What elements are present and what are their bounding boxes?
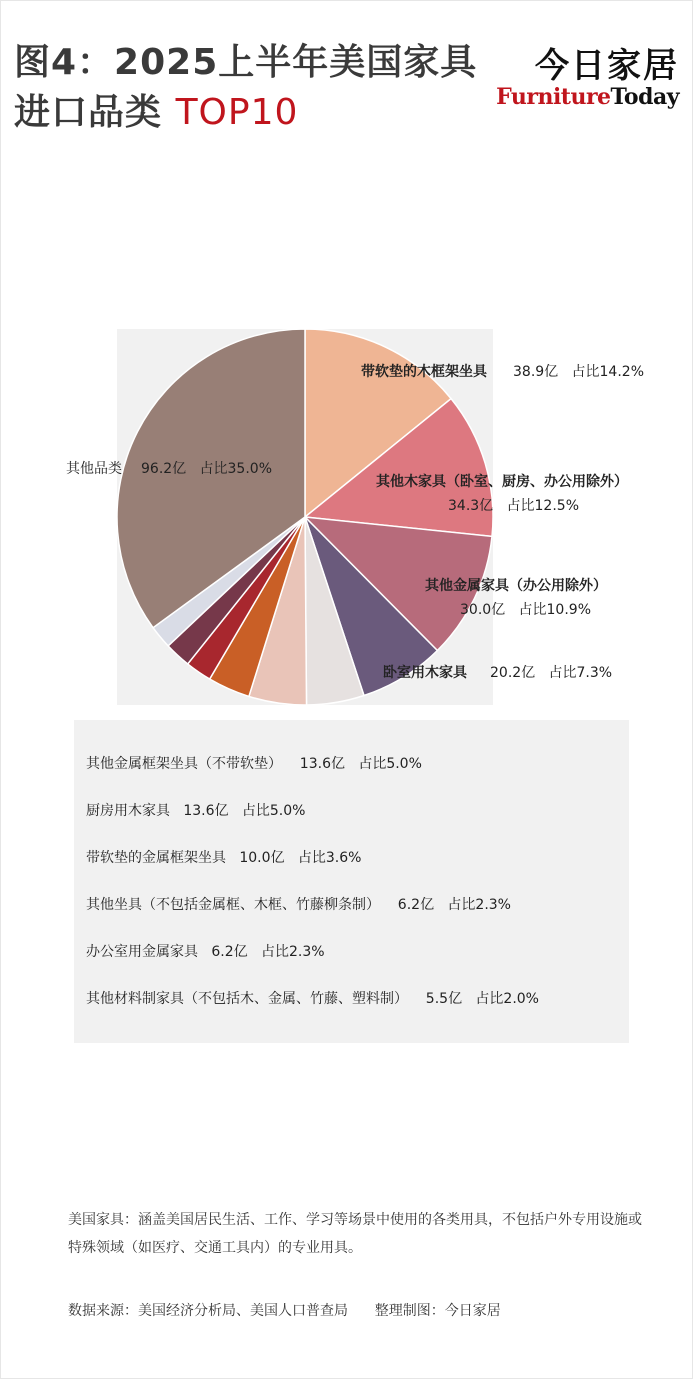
table-row: 厨房用木家具 13.6亿 占比5.0% xyxy=(86,803,306,819)
label-other-detail: 96.2亿 占比35.0% xyxy=(141,461,272,477)
label-3-name: 其他金属家具（办公用除外） xyxy=(425,578,607,594)
brand-logo-chinese: 今日家居 xyxy=(535,46,679,86)
table-row: 其他材料制家具（不包括木、金属、竹藤、塑料制） 5.5亿 占比2.0% xyxy=(86,991,539,1007)
label-2-detail: 34.3亿 占比12.5% xyxy=(448,498,579,514)
label-slice-4 xyxy=(383,664,612,681)
minor-categories-table xyxy=(74,720,629,1043)
label-2-name: 其他木家具（卧室、厨房、办公用除外） xyxy=(376,474,628,490)
label-4-name: 卧室用木家具 xyxy=(383,665,467,681)
brand-logo-english: FurnitureToday xyxy=(496,84,679,110)
label-slice-other xyxy=(66,460,272,477)
table-row: 其他坐具（不包括金属框、木框、竹藤柳条制） 6.2亿 占比2.3% xyxy=(86,897,511,913)
table-row: 带软垫的金属框架坐具 10.0亿 占比3.6% xyxy=(86,850,362,866)
label-slice-1 xyxy=(361,363,644,380)
data-source: 数据来源：美国经济分析局、美国人口普查局 整理制图：今日家居 xyxy=(68,1303,501,1319)
label-4-detail: 20.2亿 占比7.3% xyxy=(490,665,613,681)
pie-slices xyxy=(117,329,493,705)
label-1-name: 带软垫的木框架坐具 xyxy=(361,364,487,380)
definition-note: 美国家具：涵盖美国居民生活、工作、学习等场景中使用的各类用具，不包括户外专用设施或特殊领域（如医疗、交通工具内）的专业用具。 xyxy=(68,1212,642,1256)
table-row: 其他金属框架坐具（不带软垫） 13.6亿 占比5.0% xyxy=(86,756,422,772)
title-line-1: 图4：2025上半年美国家具 xyxy=(14,42,478,83)
title-accent: TOP10 xyxy=(175,92,299,133)
label-other-name: 其他品类 xyxy=(66,461,122,477)
table-row: 办公室用金属家具 6.2亿 占比2.3% xyxy=(86,944,325,960)
chart-title xyxy=(14,38,477,138)
title-line-2: 进口品类 xyxy=(14,92,163,133)
label-3-detail: 30.0亿 占比10.9% xyxy=(460,602,591,618)
pie-chart xyxy=(0,320,693,720)
label-1-detail: 38.9亿 占比14.2% xyxy=(513,364,644,380)
